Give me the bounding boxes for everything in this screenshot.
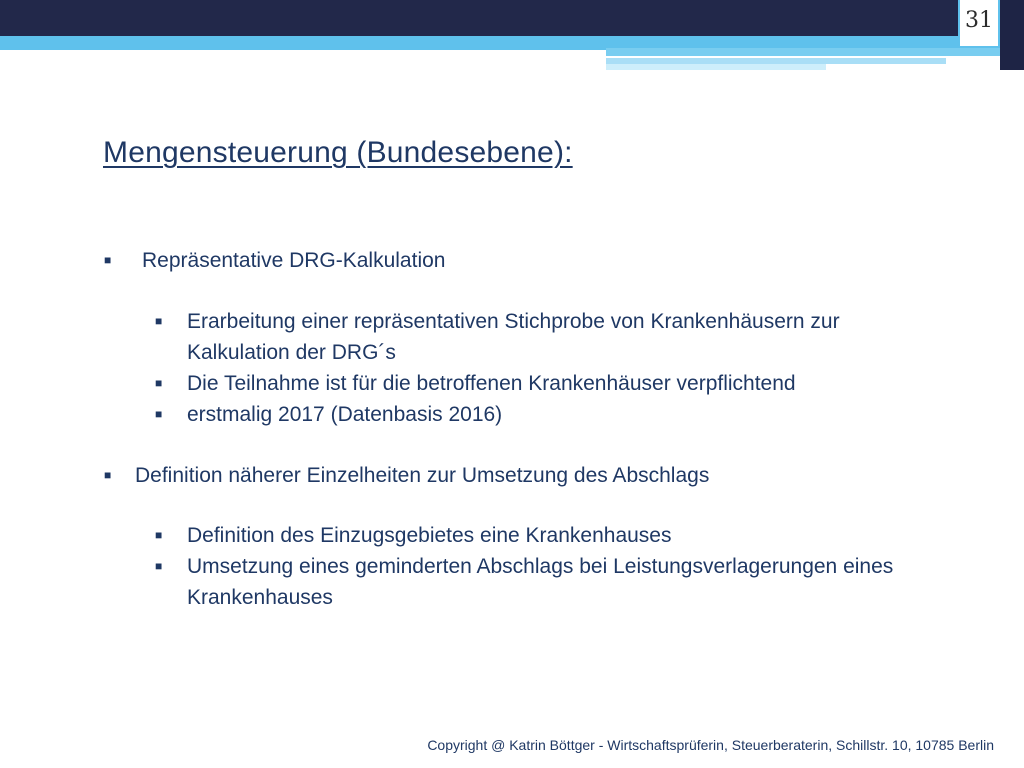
header-right-rail xyxy=(1000,0,1024,70)
bullet-item xyxy=(104,245,445,276)
sub-bullet-text: Definition des Einzugsgebietes eine Krankenhauses xyxy=(187,524,672,547)
square-bullet-icon: ■ xyxy=(155,528,163,542)
sub-bullet-text: Erarbeitung einer repräsentativen Stichprobe von Krankenhäusern zur Kalkulation der DRG´s xyxy=(187,310,840,364)
slide-number-box xyxy=(958,0,1000,46)
slide-title: Mengensteuerung (Bundesebene): xyxy=(103,136,573,169)
square-bullet-icon: ■ xyxy=(155,376,163,390)
sub-bullet-item xyxy=(155,368,935,399)
bullet-item xyxy=(104,460,709,491)
bullet-text: Definition näherer Einzelheiten zur Umsetzung des Abschlags xyxy=(135,464,710,487)
header-accent-stripe xyxy=(606,48,1000,56)
sub-bullet-item xyxy=(155,520,935,551)
square-bullet-icon: ■ xyxy=(104,253,112,267)
sub-bullet-text: Die Teilnahme ist für die betroffenen Krankenhäuser verpflichtend xyxy=(187,372,796,395)
square-bullet-icon: ■ xyxy=(155,559,163,573)
square-bullet-icon: ■ xyxy=(104,468,112,482)
header-accent-stripe xyxy=(606,64,826,70)
footer-copyright: Copyright @ Katrin Böttger - Wirtschaftsprüferin, Steuerberaterin, Schillstr. 10, 10785 Berlin xyxy=(427,737,994,753)
slide-number: 31 xyxy=(965,8,993,33)
sub-bullet-text: Umsetzung eines geminderten Abschlags bei Leistungsverlagerungen eines Krankenhauses xyxy=(187,555,894,609)
square-bullet-icon: ■ xyxy=(155,314,163,328)
header-dark-bar xyxy=(0,0,1024,36)
sub-bullet-item xyxy=(155,551,935,613)
sub-bullet-item xyxy=(155,399,935,430)
sub-bullet-item xyxy=(155,306,935,368)
square-bullet-icon: ■ xyxy=(155,407,163,421)
sub-bullet-text: erstmalig 2017 (Datenbasis 2016) xyxy=(187,403,503,426)
bullet-text: Repräsentative DRG-Kalkulation xyxy=(142,249,446,272)
